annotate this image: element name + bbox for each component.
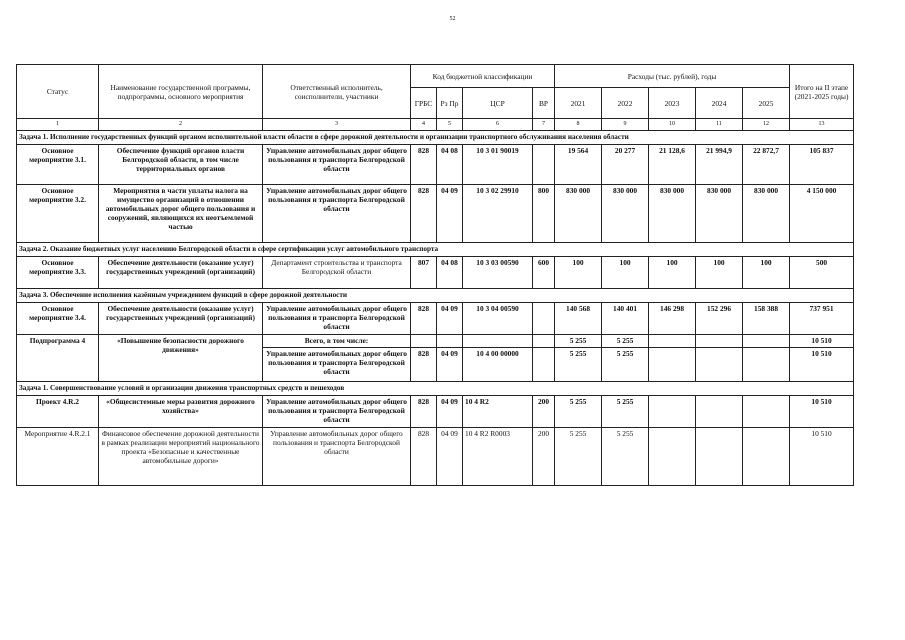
row-y2025: 830 000 [743, 185, 790, 243]
header-grbs: ГРБС [411, 88, 437, 119]
row-y2022: 20 277 [602, 145, 649, 185]
row-rzpr: 04 08 [437, 257, 463, 289]
row-y2023: 146 298 [649, 303, 696, 335]
row-y2022: 830 000 [602, 185, 649, 243]
header-expenses: Расходы (тыс. рублей), годы [555, 65, 790, 88]
row-y2024 [696, 348, 743, 382]
row-csr: 10 4 00 00000 [463, 348, 533, 382]
row-vr: 600 [533, 257, 555, 289]
row-csr [463, 335, 533, 348]
row-grbs: 828 [411, 185, 437, 243]
row-responsible: Всего, в том числе: [263, 335, 411, 348]
table-row [17, 428, 854, 486]
row-y2022: 5 255 [602, 396, 649, 428]
row-grbs: 807 [411, 257, 437, 289]
task-row [17, 131, 854, 145]
row-responsible: Управление автомобильных дорог общего пользования и транспорта Белгородской области [263, 428, 411, 486]
row-y2023 [649, 396, 696, 428]
row-y2024 [696, 335, 743, 348]
row-y2021: 830 000 [555, 185, 602, 243]
row-y2021: 5 255 [555, 335, 602, 348]
row-rzpr: 04 09 [437, 185, 463, 243]
row-responsible: Управление автомобильных дорог общего пользования и транспорта Белгородской области [263, 145, 411, 185]
row-y2024: 100 [696, 257, 743, 289]
row-y2025 [743, 396, 790, 428]
table-row [17, 335, 854, 348]
task-title: Задача 1. Исполнение государственных функций органом исполнительной власти области в сфере дорожной деятельности и организации транспортного обслуживания населения области [17, 131, 854, 145]
row-vr: 800 [533, 185, 555, 243]
header-year: 2022 [602, 88, 649, 119]
row-grbs: 828 [411, 348, 437, 382]
row-status: Мероприятие 4.R.2.1 [17, 428, 99, 486]
row-y2021: 5 255 [555, 428, 602, 486]
column-number: 5 [437, 119, 463, 131]
row-y2022: 5 255 [602, 348, 649, 382]
row-responsible: Управление автомобильных дорог общего пользования и транспорта Белгородской области [263, 185, 411, 243]
row-csr: 10 3 03 00590 [463, 257, 533, 289]
row-grbs: 828 [411, 303, 437, 335]
table-row [17, 257, 854, 289]
row-status: Подпрограмма 4 [17, 335, 99, 382]
row-vr [533, 303, 555, 335]
row-y2025 [743, 335, 790, 348]
row-csr: 10 3 04 00590 [463, 303, 533, 335]
column-number: 10 [649, 119, 696, 131]
row-y2021: 100 [555, 257, 602, 289]
row-csr: 10 4 R2 [463, 396, 533, 428]
row-responsible: Управление автомобильных дорог общего пользования и транспорта Белгородской области [263, 303, 411, 335]
row-vr [533, 348, 555, 382]
row-csr: 10 3 02 29910 [463, 185, 533, 243]
row-y2025: 158 388 [743, 303, 790, 335]
row-status: Основное мероприятие 3.3. [17, 257, 99, 289]
header-year: 2023 [649, 88, 696, 119]
row-rzpr: 04 08 [437, 145, 463, 185]
row-rzpr: 04 09 [437, 348, 463, 382]
column-number: 6 [463, 119, 533, 131]
row-y2023: 21 128,6 [649, 145, 696, 185]
row-status: Основное мероприятие 3.2. [17, 185, 99, 243]
row-y2022: 100 [602, 257, 649, 289]
row-y2024 [696, 396, 743, 428]
row-y2025 [743, 348, 790, 382]
row-total: 10 510 [790, 335, 854, 348]
column-number: 12 [743, 119, 790, 131]
row-name: «Общесистемные меры развития дорожного хозяйства» [99, 396, 263, 428]
task-title: Задача 1. Совершенствование условий и организации движения транспортных средств и пешеходов [17, 382, 854, 396]
row-total: 10 510 [790, 348, 854, 382]
row-status: Основное мероприятие 3.1. [17, 145, 99, 185]
row-grbs [411, 335, 437, 348]
row-status: Проект 4.R.2 [17, 396, 99, 428]
row-y2023: 100 [649, 257, 696, 289]
header-responsible: Ответственный исполнитель, соисполнители, участники [263, 65, 411, 119]
row-vr: 200 [533, 396, 555, 428]
column-number: 13 [790, 119, 854, 131]
header-year: 2021 [555, 88, 602, 119]
row-y2023 [649, 335, 696, 348]
task-title: Задача 3. Обеспечение исполнения казённым учреждением функций в сфере дорожной деятельности [17, 289, 854, 303]
table-row [17, 396, 854, 428]
row-responsible: Управление автомобильных дорог общего пользования и транспорта Белгородской области [263, 348, 411, 382]
task-row [17, 289, 854, 303]
row-name: «Повышение безопасности дорожного движения» [99, 335, 263, 382]
row-responsible: Департамент строительства и транспорта Белгородской области [263, 257, 411, 289]
column-number: 2 [99, 119, 263, 131]
row-y2021: 19 564 [555, 145, 602, 185]
task-row [17, 243, 854, 257]
row-y2021: 5 255 [555, 396, 602, 428]
row-status: Основное мероприятие 3.4. [17, 303, 99, 335]
row-y2023 [649, 348, 696, 382]
row-rzpr: 04 09 [437, 303, 463, 335]
row-y2021: 140 568 [555, 303, 602, 335]
row-total: 4 150 000 [790, 185, 854, 243]
row-grbs: 828 [411, 145, 437, 185]
column-number: 8 [555, 119, 602, 131]
row-y2021: 5 255 [555, 348, 602, 382]
table-row [17, 303, 854, 335]
row-name: Обеспечение деятельности (оказание услуг) государственных учреждений (организаций) [99, 257, 263, 289]
row-y2025: 22 872,7 [743, 145, 790, 185]
column-number: 11 [696, 119, 743, 131]
row-rzpr [437, 335, 463, 348]
row-y2024 [696, 428, 743, 486]
row-responsible: Управление автомобильных дорог общего пользования и транспорта Белгородской области [263, 396, 411, 428]
column-number-row [17, 119, 854, 131]
row-vr: 200 [533, 428, 555, 486]
column-number: 4 [411, 119, 437, 131]
header-year: 2024 [696, 88, 743, 119]
row-y2022: 5 255 [602, 428, 649, 486]
header-row-1 [17, 65, 854, 88]
row-csr: 10 4 R2 R0003 [463, 428, 533, 486]
column-number: 3 [263, 119, 411, 131]
header-name: Наименование государственной программы, подпрограммы, основного мероприятия [99, 65, 263, 119]
row-name: Финансовое обеспечение дорожной деятельности в рамках реализации мероприятий национального проекта «Безопасные и качественные автомобильные дороги» [99, 428, 263, 486]
task-row [17, 382, 854, 396]
row-y2022: 140 401 [602, 303, 649, 335]
row-vr [533, 335, 555, 348]
row-total: 10 510 [790, 396, 854, 428]
row-vr [533, 145, 555, 185]
row-total: 105 837 [790, 145, 854, 185]
header-vr: ВР [533, 88, 555, 119]
header-budget-code: Код бюджетной классификации [411, 65, 555, 88]
row-y2024: 152 296 [696, 303, 743, 335]
row-name: Мероприятия в части уплаты налога на имущество организаций в отношении автомобильных дорог общего пользования и сооружений, являющихся их неотъемлемой частью [99, 185, 263, 243]
row-csr: 10 3 01 90019 [463, 145, 533, 185]
row-grbs: 828 [411, 428, 437, 486]
row-y2025: 100 [743, 257, 790, 289]
row-y2024: 830 000 [696, 185, 743, 243]
row-y2023: 830 000 [649, 185, 696, 243]
row-grbs: 828 [411, 396, 437, 428]
column-number: 7 [533, 119, 555, 131]
table-row [17, 145, 854, 185]
header-csr: ЦСР [463, 88, 533, 119]
row-rzpr: 04 09 [437, 428, 463, 486]
budget-table [16, 64, 854, 486]
header-rzpr: Рз Пр [437, 88, 463, 119]
row-y2022: 5 255 [602, 335, 649, 348]
column-number: 1 [17, 119, 99, 131]
row-total: 10 510 [790, 428, 854, 486]
row-y2025 [743, 428, 790, 486]
row-name: Обеспечение функций органов власти Белгородской области, в том числе территориальных органов [99, 145, 263, 185]
row-total: 500 [790, 257, 854, 289]
column-number: 9 [602, 119, 649, 131]
row-y2024: 21 994,9 [696, 145, 743, 185]
header-total: Итого на II этапе (2021-2025 годы) [790, 65, 854, 119]
row-name: Обеспечение деятельности (оказание услуг) государственных учреждений (организаций) [99, 303, 263, 335]
header-year: 2025 [743, 88, 790, 119]
page-number: 52 [449, 16, 456, 22]
row-total: 737 951 [790, 303, 854, 335]
task-title: Задача 2. Оказание бюджетных услуг населению Белгородской области в сфере сертификации услуг автомобильного транспорта [17, 243, 854, 257]
row-y2023 [649, 428, 696, 486]
table-row [17, 185, 854, 243]
row-rzpr: 04 09 [437, 396, 463, 428]
header-status: Статус [17, 65, 99, 119]
